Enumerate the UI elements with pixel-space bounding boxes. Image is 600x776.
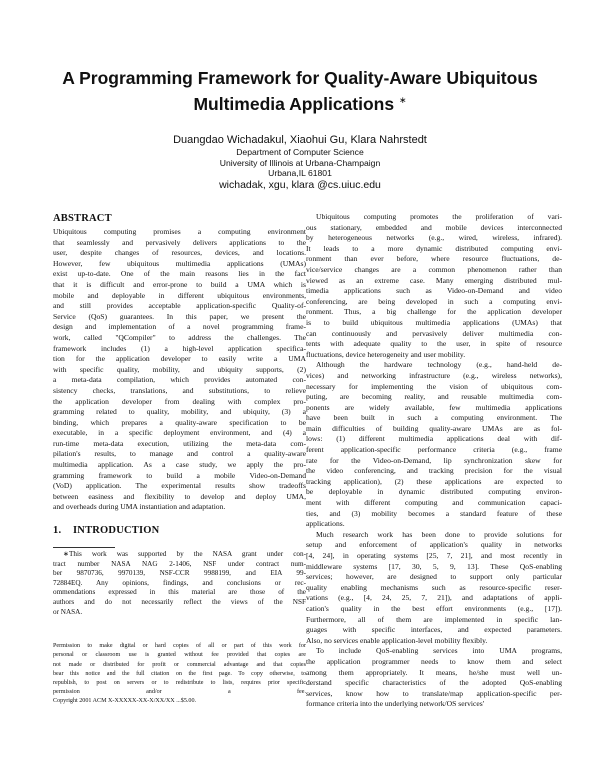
- body-line: vice/service changes are a common phenomenon rather than: [306, 264, 562, 274]
- title-line-2: [40, 89, 560, 115]
- body-line: the video conferencing, and tracking precision for the visual: [306, 466, 562, 476]
- section-number: 1.: [53, 525, 62, 537]
- body-line: rate for the Video-on-Demand, lip synchronization skew for: [306, 455, 562, 465]
- section-heading-introduction: [53, 524, 306, 537]
- abstract-line: work, called "QCompiler" to address the challenges. The: [53, 332, 306, 342]
- body-line: timedia applications such as Video-on-Demand and video: [306, 286, 562, 296]
- body-line: To include QoS-enabling services into UMA programs,: [316, 646, 562, 656]
- body-line: formance criteria into the underlying network/OS services': [306, 699, 485, 709]
- abstract-line: that seamlessly and pervasively delivers applications to the: [53, 237, 306, 247]
- body-line: ous stationary, embedded and mobile devices interconnected: [306, 222, 562, 232]
- abstract-body: [53, 227, 306, 513]
- abstract-line: exist up-to-date. One of the main reasons lies in the fact: [53, 269, 306, 279]
- body-paragraph: [306, 646, 562, 710]
- abstract-line: However, few ubiquitous multimedia applications (UMAs): [53, 258, 306, 268]
- body-line: derstand specific characteristics of the adopted QoS-enabling: [306, 678, 562, 688]
- body-line: ronment. Thus, a big challenge for the application developer: [306, 307, 562, 317]
- author-list: Duangdao Wichadakul, Xiaohui Gu, Klara Nahrstedt: [173, 134, 427, 146]
- title-line-2-text: Multimedia Applications: [193, 93, 395, 114]
- paper-title: [40, 67, 560, 115]
- body-line: ponents are widely available, few multimedia applications: [306, 402, 562, 412]
- abstract-line: (VoD) application. The experimental results show tradeoffs: [53, 481, 306, 491]
- affiliation-line: Department of Computer Science: [236, 147, 364, 157]
- abstract-line: with specific quality, mobility, and ubiquity supports, (2): [53, 364, 306, 374]
- body-line: services, know how to translate/map application-specific per-: [306, 688, 562, 698]
- footnote-rule: [53, 547, 115, 548]
- abstract-line: tion for the application developer to easily write a UMA: [53, 354, 306, 364]
- footnote-line: ommendations expressed in this material are those of the: [53, 588, 306, 597]
- body-line: Also, no services enable application-level mobility flexibly.: [306, 635, 488, 645]
- abstract-line: binding, which prepares a quality-aware specification to be: [53, 417, 306, 427]
- body-line: ties, and (3) mobility becomes a standard feature of these: [306, 508, 562, 518]
- body-line: lows: (1) different multimedia applications deal with dif-: [306, 434, 562, 444]
- section-title: INTRODUCTION: [73, 525, 160, 537]
- footnote-line: tract number NASA NAG 2-1406, NSF under contract num-: [53, 559, 306, 568]
- abstract-line: that it is difficult and error-prone to build a UMA which is: [53, 279, 306, 289]
- body-line: tents with adequate quality to the user, in spite of resource: [306, 339, 562, 349]
- footnote-line: ber 9870736, 9970139, NSF-CCR 9988199, and EIA 99-: [53, 569, 306, 578]
- author-emails: wichadak, xgu, klara @cs.uiuc.edu: [219, 179, 381, 191]
- body-line: can continuously and pervasively deliver multimedia con-: [306, 328, 562, 338]
- footnote-line: ∗This work was supported by the NASA grant under con-: [63, 550, 306, 559]
- right-column: [306, 212, 562, 710]
- body-line: is to build ubiquitous multimedia applications (UMAs) that: [306, 317, 562, 327]
- body-line: by heterogeneous networks (e.g., wired, wireless, infrared).: [306, 233, 562, 243]
- permission-line: republish, to post on servers or to redistribute to lists, requires prior specific: [53, 680, 306, 686]
- body-line: quality enabling mechanisms such as resource-specific reser-: [306, 582, 562, 592]
- left-column: [53, 212, 306, 707]
- body-paragraph: [306, 530, 562, 647]
- body-paragraph: [306, 212, 562, 360]
- abstract-line: executable, in a specific deployment environment, and (4) a: [53, 428, 306, 438]
- body-line: Furthermore, all of them are implemented in specific lan-: [306, 614, 562, 624]
- body-line: have been built in such a computing environment. The: [306, 413, 562, 423]
- title-line-1: A Programming Framework for Quality-Aware Ubiquitous: [62, 68, 538, 88]
- abstract-line: multimedia application. As a case study, we apply the pro-: [53, 460, 306, 470]
- permission-line: not made or distributed for profit or commercial advantage and that copies: [53, 661, 306, 668]
- body-line: ronment than ever before, where resource fluctuations, de-: [306, 254, 562, 264]
- body-line: Much research work has been done to provide solutions for: [316, 529, 562, 539]
- footnote-line: authors and do not necessarily reflect the views of the NSF: [53, 598, 306, 606]
- body-line: ment with different computing and communication capaci-: [306, 498, 562, 508]
- funding-footnote: [53, 550, 306, 617]
- body-line: among them appropriately. It means, he/she must well un-: [306, 667, 562, 677]
- abstract-line: design and implementation of a novel programming frame-: [53, 322, 306, 332]
- abstract-line: sistency checks, translations, and substitutions, to relieve: [53, 385, 306, 395]
- permission-line: personal or classroom use is granted without fee provided that copies are: [53, 652, 306, 659]
- permission-line: bear this notice and the full citation on the first page. To copy otherwise, to: [53, 670, 306, 677]
- abstract-line: gramming framework to build a mobile Video-on-Demand: [53, 470, 306, 480]
- body-line: necessary for implementing the vision of ubiquitous com-: [306, 381, 562, 391]
- body-line: vices) and networking infrastructure (e.g., wireless networks),: [306, 370, 562, 380]
- body-line: the application programmer needs to know them and select: [306, 656, 562, 666]
- abstract-line: and still provides acceptable application-specific Quality-of-: [53, 301, 306, 311]
- abstract-line: Ubiquitous computing promises a computing environment: [53, 227, 306, 236]
- abstract-line: run-time meta-data execution, utilizing the meta-data com-: [53, 438, 306, 448]
- body-line: main difficulties of building quality-aware UMAs are as fol-: [306, 423, 562, 433]
- permission-notice: [53, 642, 306, 706]
- body-line: cation's quality in the best effort environments (e.g., [17]).: [306, 603, 562, 613]
- affiliation: [40, 147, 560, 179]
- body-line: puting, are becoming reality, and reusable multimedia com-: [306, 392, 562, 402]
- body-line: be deployable in dynamic distributed computing environ-: [306, 487, 562, 497]
- body-line: vations (e.g., [4, 24, 25, 7, 21]), and adaptations of appli-: [306, 593, 562, 603]
- abstract-line: and overheads during UMA instantiation and adaptation.: [53, 502, 226, 512]
- footnote-line: or NASA.: [53, 607, 83, 616]
- title-footnote-mark: ∗: [398, 95, 407, 105]
- body-line: setup and enforcement of application's quality in networks: [306, 540, 562, 550]
- body-line: guages with specific interfaces, and expected parameters.: [306, 625, 562, 635]
- abstract-line: between easiness and flexibility to develop and deploy UMA,: [53, 491, 306, 501]
- body-line: Although the hardware technology (e.g., hand-held de-: [316, 360, 562, 370]
- abstract-line: mobile and deployable in different ubiquitous environments,: [53, 290, 306, 300]
- abstract-line: user, despite changes of resources, devices, and locations.: [53, 248, 306, 258]
- body-line: services; however, are designed to support only particular: [306, 572, 562, 582]
- body-line: conferencing, are being developed in such a computing envi-: [306, 296, 562, 306]
- abstract-line: a meta-data compilation, which provides automated con-: [53, 375, 306, 385]
- body-line: It leads to a more dynamic distributed computing envi-: [306, 243, 562, 253]
- abstract-line: gramming related to quality, mobility, and ubiquity, (3) a: [53, 407, 306, 417]
- body-line: ferent application-specific performance criteria (e.g., frame: [306, 445, 562, 455]
- permission-line: permission and/or a fee.: [53, 689, 306, 696]
- body-line: fluctuations, device heterogeneity and user mobility.: [306, 349, 466, 359]
- body-line: tracking application), (2) these applications are expected to: [306, 476, 562, 486]
- body-line: applications.: [306, 519, 345, 529]
- body-line: Ubiquitous computing promotes the proliferation of vari-: [316, 212, 562, 221]
- abstract-line: Service (QoS) guarantees. In this paper, we present the: [53, 311, 306, 321]
- affiliation-line: Urbana,IL 61801: [268, 168, 332, 178]
- permission-line: Copyright 2001 ACM X-XXXXX-XX-X/XX/XX ...$5.00.: [53, 698, 197, 705]
- abstract-line: framework includes (1) a high-level application specifica-: [53, 343, 306, 353]
- abstract-line: the application developer from dealing with complex pro-: [53, 396, 306, 406]
- abstract-heading: ABSTRACT: [53, 213, 112, 224]
- affiliation-line: University of Illinois at Urbana-Champaign: [219, 157, 381, 168]
- permission-line: Permission to make digital or hard copies of all or part of this work for: [53, 643, 306, 650]
- abstract-line: pilation's results, to manage and control a quality-aware: [53, 449, 306, 459]
- body-line: middleware systems [17, 30, 5, 9, 13]. These QoS-enabling: [306, 561, 562, 571]
- body-paragraph: [306, 360, 562, 530]
- footnote-line: 72884EQ. Any opinions, findings, and conclusions or rec-: [53, 578, 306, 587]
- body-line: [4, 24], in operating systems [25, 7, 21], and most recently in: [306, 551, 562, 560]
- body-line: viewed as an extreme case. Many emerging distributed mul-: [306, 275, 562, 285]
